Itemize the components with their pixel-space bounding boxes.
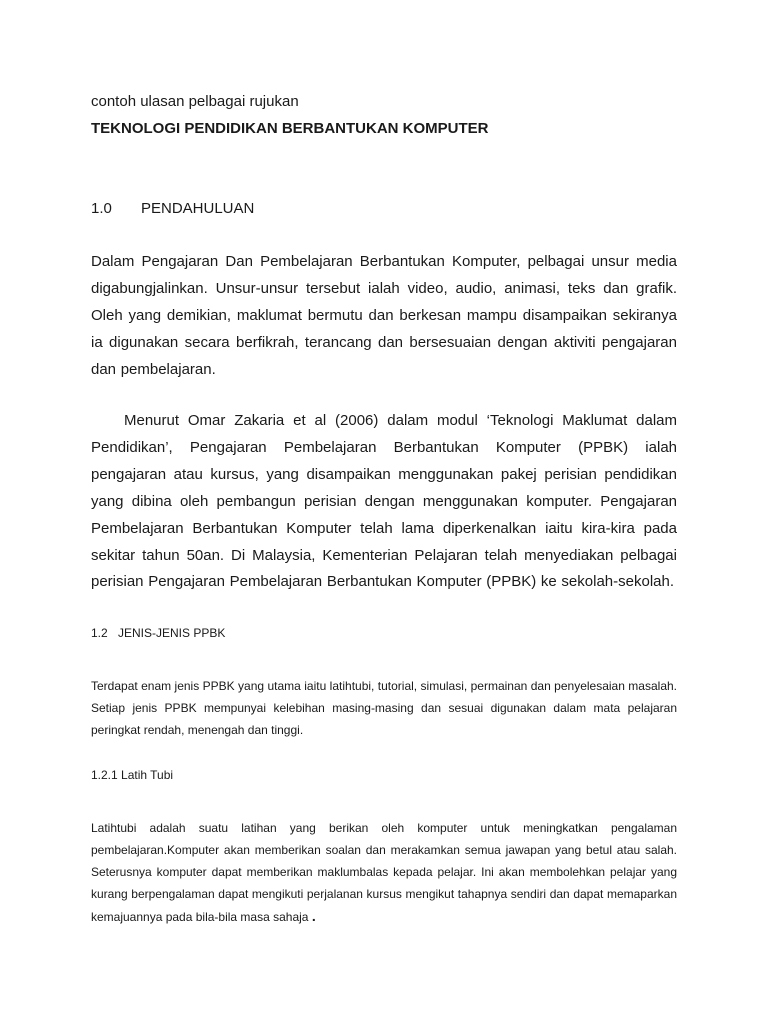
section-number: 1.2 xyxy=(91,626,108,640)
paragraph-intro: Dalam Pengajaran Dan Pembelajaran Berbantukan Komputer, pelbagai unsur media digabungjalinkan. Unsur-unsur tersebut ialah video, audio, animasi, teks dan grafik. Oleh yang demikian, maklumat bermutu dan berkesan mampu disampaikan sekiranya ia digunakan secara berfikrah, terancang dan bersesuaian dengan aktiviti pengajaran dan pembelajaran. xyxy=(91,253,677,378)
section-number: 1.0 xyxy=(91,200,112,217)
paragraph-latih-tubi-text: Latihtubi adalah suatu latihan yang berikan oleh komputer untuk meningkatkan pengalaman pembelajaran.Komputer akan memberikan soalan dan merakamkan semua jawapan yang betul atau salah. Seterusnya komputer dapat memberikan maklumbalas kepada pelajar. Ini akan membolehkan pelajar yang kurang berpengalaman dapat mengikuti perjalanan kursus mengikut tahapnya sendiri dan dapat memaparkan kemajuannya pada bila-bila masa sahaja xyxy=(91,821,677,924)
section-title: JENIS-JENIS PPBK xyxy=(118,626,226,640)
section-heading-latih-tubi: 1.2.1 Latih Tubi xyxy=(91,768,174,782)
section-title: PENDAHULUAN xyxy=(141,200,255,217)
document-subtitle: contoh ulasan pelbagai rujukan xyxy=(91,93,299,110)
section-heading-pendahuluan xyxy=(91,200,254,217)
paragraph-latih-tubi xyxy=(91,817,677,928)
paragraph-definition: Menurut Omar Zakaria et al (2006) dalam modul ‘Teknologi Maklumat dalam Pendidikan’, Pengajaran Pembelajaran Berbantukan Komputer (PPBK) ialah pengajaran atau kursus, yang disampaikan menggunakan pakej perisian pendidikan yang dibina oleh pembangun perisian dengan menggunakan komputer. Pengajaran Pembelajaran Berbantukan Komputer telah lama diperkenalkan iaitu kira-kira pada sekitar tahun 50an. Di Malaysia, Kementerian Pelajaran telah menyediakan pelbagai perisian Pengajaran Pembelajaran Berbantukan Komputer (PPBK) ke sekolah-sekolah. xyxy=(91,412,677,591)
section-heading-jenis-ppbk xyxy=(91,626,225,640)
paragraph-types: Terdapat enam jenis PPBK yang utama iaitu latihtubi, tutorial, simulasi, permainan dan penyelesaian masalah. Setiap jenis PPBK mempunyai kelebihan masing-masing dan sesuai digunakan dalam mata pelajaran peringkat rendah, menengah dan tinggi. xyxy=(91,679,677,737)
document-title: TEKNOLOGI PENDIDIKAN BERBANTUKAN KOMPUTER xyxy=(91,120,489,137)
paragraph-end-mark: . xyxy=(311,908,316,924)
